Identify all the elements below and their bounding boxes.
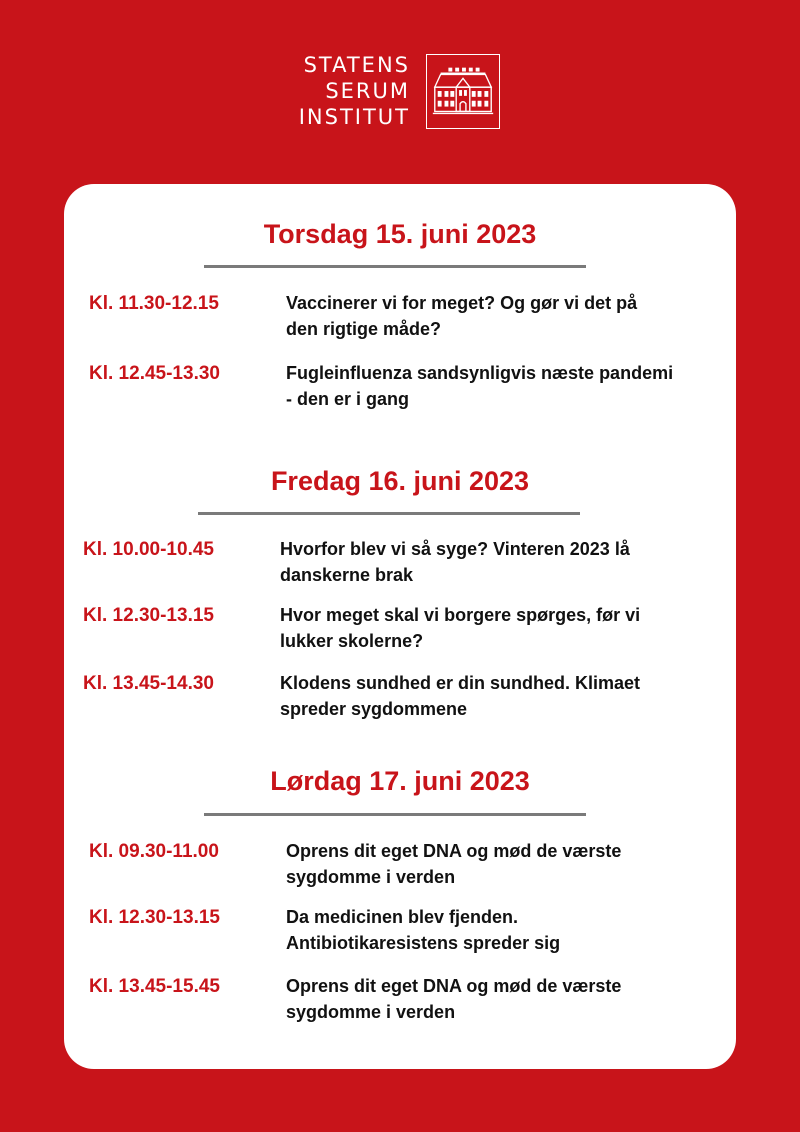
event-time: Kl. 13.45-15.45 [89, 976, 220, 997]
event-time: Kl. 11.30-12.15 [89, 293, 219, 314]
logo-line-1: STATENS [303, 53, 410, 77]
day-divider [198, 512, 580, 515]
event-topic: Klodens sundhed er din sundhed. Klimaet spreder sygdommene [280, 673, 641, 719]
event-time: Kl. 13.45-14.30 [83, 673, 214, 694]
ssi-logo [290, 52, 505, 132]
day-title-torsdag: Torsdag 15. juni 2023 [263, 219, 537, 249]
logo-wordmark [290, 52, 410, 130]
building-icon [426, 54, 500, 129]
event-time: Kl. 12.30-13.15 [89, 907, 220, 928]
event-topic: Fugleinfluenza sandsynligvis næste pandemi - den er i gang [286, 363, 674, 409]
event-topic: Oprens dit eget DNA og mød de værste sygdomme i verden [286, 841, 622, 887]
event-time: Kl. 10.00-10.45 [83, 539, 214, 560]
day-divider [204, 265, 586, 268]
event-topic: Da medicinen blev fjenden. Antibiotikaresistens spreder sig [286, 907, 561, 953]
event-topic: Hvorfor blev vi så syge? Vinteren 2023 lå danskerne brak [280, 539, 630, 585]
event-time: Kl. 12.30-13.15 [83, 605, 214, 626]
logo-line-2: SERUM [325, 79, 410, 103]
event-time: Kl. 09.30-11.00 [89, 841, 219, 862]
event-time: Kl. 12.45-13.30 [89, 363, 220, 384]
logo-line-3: INSTITUT [298, 105, 410, 129]
day-title-lordag: Lørdag 17. juni 2023 [270, 766, 530, 796]
schedule-card [64, 184, 736, 1069]
event-topic: Vaccinerer vi for meget? Og gør vi det på den rigtige måde? [286, 293, 638, 339]
event-topic: Oprens dit eget DNA og mød de værste sygdomme i verden [286, 976, 622, 1022]
day-title-fredag: Fredag 16. juni 2023 [270, 466, 530, 496]
event-topic: Hvor meget skal vi borgere spørges, før vi lukker skolerne? [280, 605, 641, 651]
day-divider [204, 813, 586, 816]
